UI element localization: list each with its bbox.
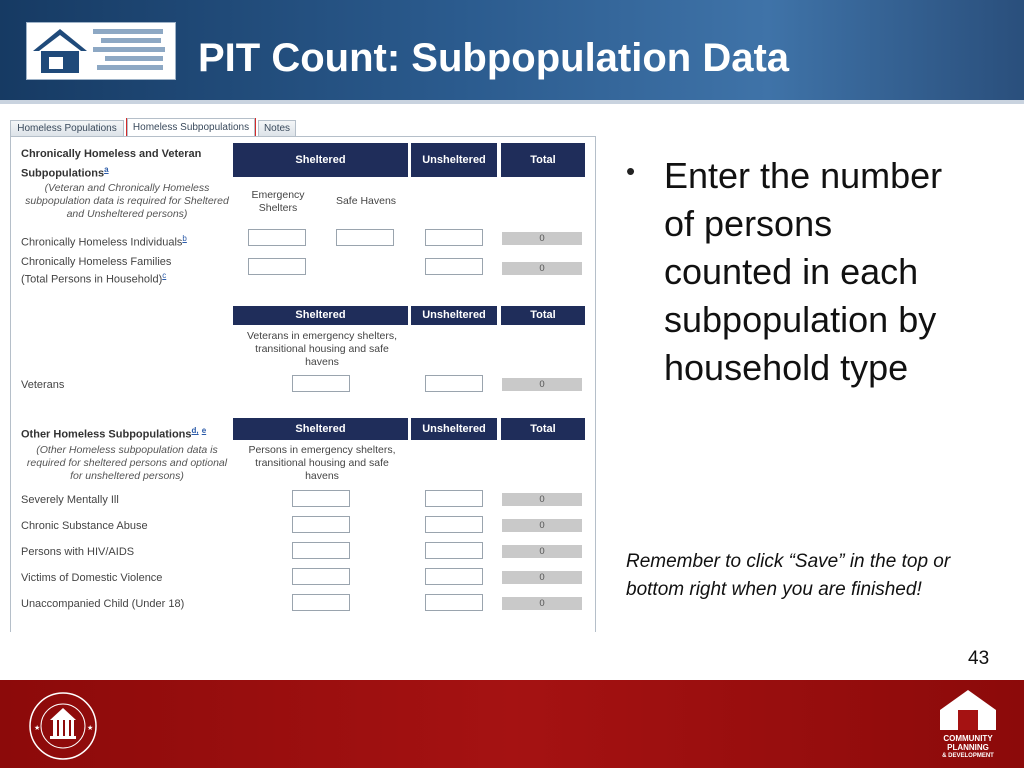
- house-icon: [31, 27, 89, 75]
- unaccompanied-child-sheltered-input[interactable]: [292, 594, 350, 611]
- svg-text:★: ★: [87, 725, 94, 732]
- cpd-line-development: & DEVELOPMENT: [942, 753, 994, 759]
- save-reminder: Remember to click “Save” in the top or bottom right when you are finished!: [626, 551, 951, 600]
- substance-abuse-total: 0: [502, 519, 582, 532]
- substance-abuse-sheltered-input[interactable]: [292, 516, 350, 533]
- chronic-individuals-unsheltered-input[interactable]: [425, 229, 483, 246]
- row-label-chronic-families: Chronically Homeless Families (Total Persons in Household)$^c$: [21, 256, 172, 286]
- col-header-total-veterans: Total: [501, 306, 585, 325]
- logo-pattern: [93, 29, 169, 73]
- row-label-domestic-violence: Victims of Domestic Violence: [21, 572, 163, 584]
- footnote-b-link[interactable]: b: [182, 234, 187, 243]
- footnote-e-link[interactable]: e: [201, 426, 207, 435]
- hiv-aids-sheltered-input[interactable]: [292, 542, 350, 559]
- chronic-families-es-input[interactable]: [248, 258, 306, 275]
- header-divider: [0, 100, 1024, 104]
- section3-note: (Other Homeless subpopulation data is required for sheltered persons and optional for unsheltered persons): [26, 444, 228, 482]
- col-header-unsheltered: Unsheltered: [411, 143, 497, 177]
- chronic-families-total: 0: [502, 262, 582, 275]
- row-label-mentally-ill: Severely Mentally Ill: [21, 494, 119, 506]
- chronic-individuals-sh-input[interactable]: [336, 229, 394, 246]
- instruction-text: Enter the number of persons counted in each subpopulation by household type: [664, 155, 943, 388]
- bullet-icon: •: [626, 156, 636, 186]
- hud-exchange-logo: [26, 22, 176, 80]
- domestic-violence-unsheltered-input[interactable]: [425, 568, 483, 585]
- footnote-a-link[interactable]: a: [104, 165, 109, 174]
- col-header-total: Total: [501, 143, 585, 177]
- section-other-subpopulations-title: Other Homeless Subpopulations$^{d,}$ $^e$: [21, 426, 207, 441]
- svg-text:★: ★: [34, 725, 41, 732]
- hiv-aids-total: 0: [502, 545, 582, 558]
- cpd-line-community: COMMUNITY: [943, 734, 993, 743]
- cpd-logo: [936, 688, 1000, 759]
- unaccompanied-child-total: 0: [502, 597, 582, 610]
- cpd-house-icon: [936, 688, 1000, 732]
- row-label-veterans: Veterans: [21, 379, 65, 391]
- col-header-sheltered-other: Sheltered: [233, 418, 408, 440]
- domestic-violence-sheltered-input[interactable]: [292, 568, 350, 585]
- col-header-unsheltered-other: Unsheltered: [411, 418, 497, 440]
- chronic-individuals-es-input[interactable]: [248, 229, 306, 246]
- col-header-total-other: Total: [501, 418, 585, 440]
- sub-header-veterans-sheltered: Veterans in emergency shelters, transitional housing and safe havens: [247, 330, 397, 368]
- tab-notes[interactable]: Notes: [258, 120, 296, 136]
- footnote-c-link[interactable]: c: [162, 271, 167, 280]
- mentally-ill-unsheltered-input[interactable]: [425, 490, 483, 507]
- veterans-unsheltered-input[interactable]: [425, 375, 483, 392]
- sub-header-other-sheltered: Persons in emergency shelters, transitional housing and safe havens: [248, 444, 396, 482]
- col-header-sheltered: Sheltered: [233, 143, 408, 177]
- tab-homeless-subpopulations[interactable]: Homeless Subpopulations: [127, 118, 255, 136]
- hud-seal-icon: [26, 690, 100, 762]
- sub-header-emergency-shelters: Emergency Shelters: [251, 189, 305, 214]
- section-chronic-veteran-title: Chronically Homeless and Veteran Subpopulations$^a$: [21, 148, 202, 180]
- substance-abuse-unsheltered-input[interactable]: [425, 516, 483, 533]
- row-label-chronic-individuals: Chronically Homeless Individuals$^b$: [21, 234, 187, 249]
- row-label-hiv-aids: Persons with HIV/AIDS: [21, 546, 135, 558]
- cpd-line-planning: PLANNING: [947, 743, 989, 752]
- hiv-aids-unsheltered-input[interactable]: [425, 542, 483, 559]
- chronic-families-unsheltered-input[interactable]: [425, 258, 483, 275]
- chronic-individuals-total: 0: [502, 232, 582, 245]
- mentally-ill-sheltered-input[interactable]: [292, 490, 350, 507]
- row-label-substance-abuse: Chronic Substance Abuse: [21, 520, 148, 532]
- unaccompanied-child-unsheltered-input[interactable]: [425, 594, 483, 611]
- tab-homeless-populations[interactable]: Homeless Populations: [10, 120, 124, 136]
- page-number: 43: [968, 648, 990, 669]
- slide-header: [0, 0, 1024, 100]
- page-title: PIT Count: Subpopulation Data: [198, 36, 790, 80]
- veterans-total: 0: [502, 378, 582, 391]
- section1-note: (Veteran and Chronically Homeless subpopulation data is required for Sheltered and Unsheltered persons): [25, 182, 229, 220]
- footnote-d-link[interactable]: d: [191, 426, 197, 435]
- col-header-sheltered-veterans: Sheltered: [233, 306, 408, 325]
- subpopulation-form: [10, 118, 596, 632]
- mentally-ill-total: 0: [502, 493, 582, 506]
- row-label-unaccompanied-child: Unaccompanied Child (Under 18): [21, 598, 185, 610]
- veterans-sheltered-input[interactable]: [292, 375, 350, 392]
- sub-header-safe-havens: Safe Havens: [335, 195, 397, 207]
- form-panel: [10, 136, 596, 632]
- slide-footer: [0, 680, 1024, 768]
- domestic-violence-total: 0: [502, 571, 582, 584]
- col-header-unsheltered-veterans: Unsheltered: [411, 306, 497, 325]
